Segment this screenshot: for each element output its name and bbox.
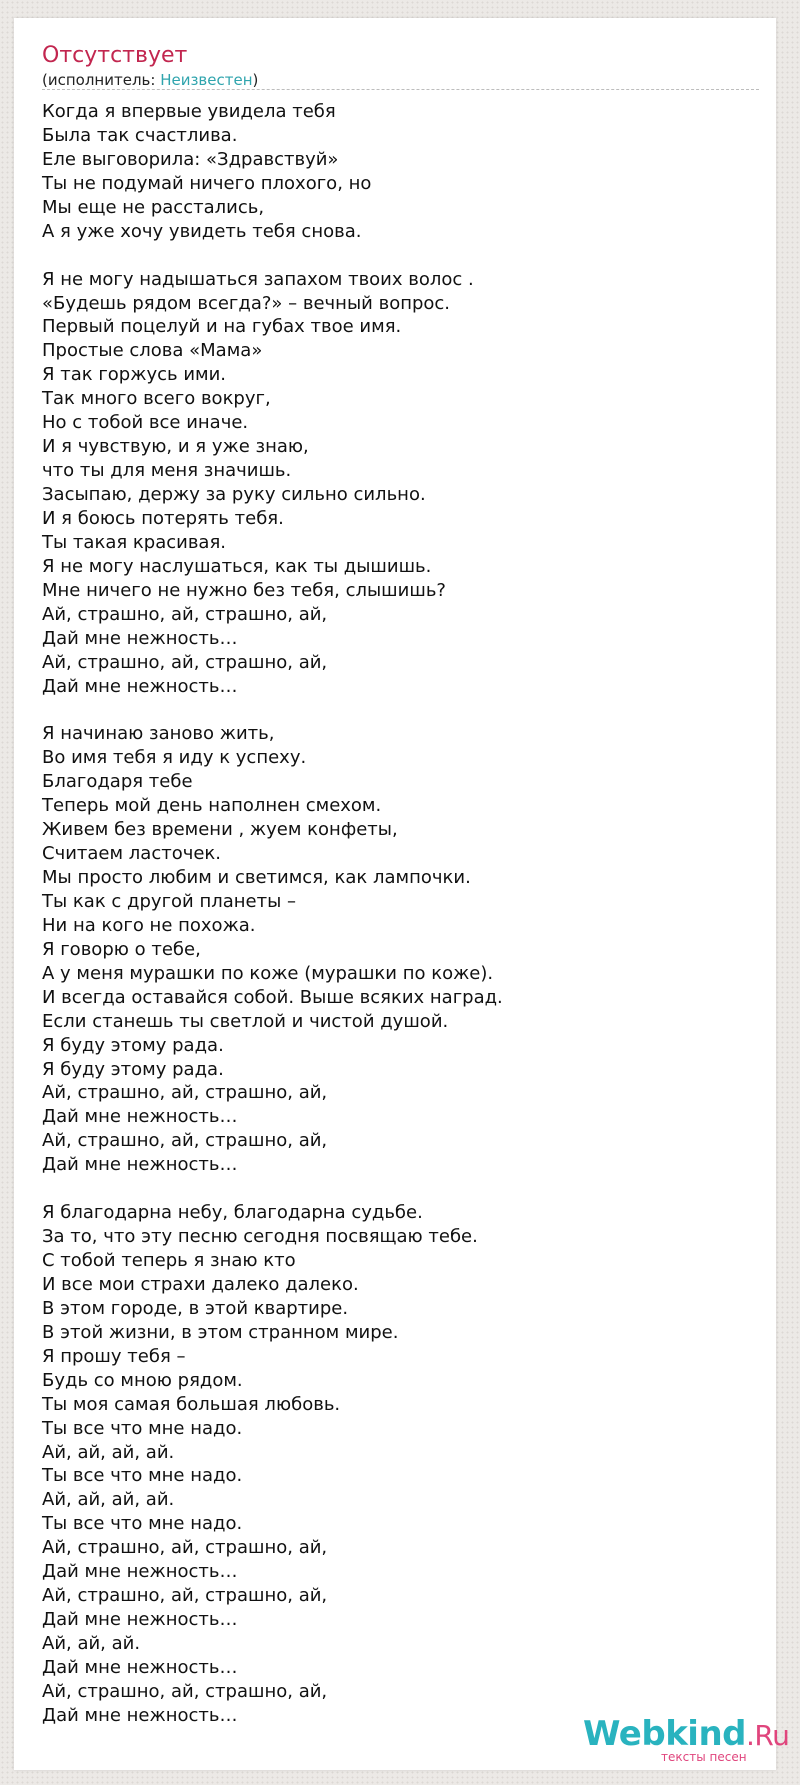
lyric-line: «Будешь рядом всегда?» – вечный вопрос. (42, 292, 451, 314)
lyric-line: Я буду этому рада. (42, 1034, 224, 1056)
lyric-line: Простые слова «Мама» (42, 340, 263, 362)
lyric-line: Но с тобой все иначе. (42, 412, 249, 434)
artist-line (42, 70, 258, 90)
lyric-line: Ай, страшно, ай, страшно, ай, (42, 1680, 328, 1702)
lyric-line: Ты моя самая большая любовь. (42, 1393, 341, 1415)
lyric-line: Ты все что мне надо. (42, 1513, 243, 1535)
lyric-line: Я начинаю заново жить, (42, 723, 275, 745)
logo-tagline: тексты песен (661, 1750, 747, 1764)
lyric-line: Мне ничего не нужно без тебя, слышишь? (42, 579, 446, 601)
lyric-line: Теперь мой день наполнен смехом. (42, 795, 382, 817)
lyrics-text (42, 100, 742, 1728)
lyric-line: Дай мне нежность… (42, 675, 238, 697)
lyric-line: Ай, страшно, ай, страшно, ай, (42, 603, 328, 625)
lyric-line: Дай мне нежность… (42, 1561, 238, 1583)
lyric-line: И я боюсь потерять тебя. (42, 507, 284, 529)
lyric-line: Я не могу наслушаться, как ты дышишь. (42, 555, 432, 577)
lyric-line: Я так горжусь ими. (42, 364, 227, 386)
lyric-line: Благодаря тебе (42, 771, 193, 793)
lyric-line: Дай мне нежность… (42, 1656, 238, 1678)
lyric-line: С тобой теперь я знаю кто (42, 1250, 296, 1271)
lyric-line: Ай, страшно, ай, страшно, ай, (42, 1130, 328, 1152)
lyric-line: Дай мне нежность… (42, 1609, 238, 1631)
lyric-line: Дай мне нежность… (42, 1106, 238, 1128)
lyric-line: Когда я впервые увидела тебя (42, 101, 336, 122)
lyric-line: Мы просто любим и светимся, как лампочки. (42, 867, 471, 888)
lyric-line: Так много всего вокруг, (42, 388, 271, 410)
lyric-line: Дай мне нежность… (42, 627, 238, 649)
lyric-line: Ты не подумай ничего плохого, но (42, 172, 372, 194)
lyric-line: Я прошу тебя – (42, 1345, 186, 1367)
artist-suffix: ) (252, 71, 259, 89)
lyric-line: Мы еще не расстались, (42, 196, 265, 218)
lyric-line: Ай, ай, ай. (42, 1633, 141, 1654)
lyric-line: Ни на кого не похожа. (42, 914, 256, 936)
lyric-line: Была так счастлива. (42, 124, 238, 146)
lyric-line: Я говорю о тебе, (42, 938, 201, 960)
lyric-line: Первый поцелуй и на губах твое имя. (42, 316, 402, 338)
lyric-line: Дай мне нежность… (42, 1154, 238, 1176)
lyric-line: И все мои страхи далеко далеко. (42, 1273, 359, 1295)
artist-prefix: (исполнитель: (42, 71, 161, 89)
lyric-line: Ай, ай, ай, ай. (42, 1441, 175, 1463)
lyric-line: Ты все что мне надо. (42, 1417, 243, 1439)
stanza-break (42, 698, 742, 722)
lyric-line: Ты как с другой планеты – (42, 890, 297, 912)
lyric-line: Я благодарна небу, благодарна судьбе. (42, 1202, 423, 1224)
lyric-line: В этой жизни, в этом странном мире. (42, 1321, 399, 1343)
lyric-line: За то, что эту песню сегодня посвящаю тебе. (42, 1226, 478, 1248)
lyric-line: Ай, страшно, ай, страшно, ай, (42, 651, 328, 673)
song-title: Отсутствует (42, 43, 188, 68)
lyric-line: И я чувствую, и я уже знаю, (42, 436, 309, 458)
lyric-line: Ты такая красивая. (42, 531, 227, 553)
webkind-logo[interactable] (583, 1714, 790, 1764)
lyric-line: что ты для меня значишь. (42, 460, 292, 482)
lyric-line: Ай, страшно, ай, страшно, ай, (42, 1585, 328, 1607)
lyric-line: Живем без времени , жуем конфеты, (42, 819, 398, 841)
lyric-line: Ай, ай, ай, ай. (42, 1489, 175, 1511)
lyric-line: Ай, страшно, ай, страшно, ай, (42, 1537, 328, 1559)
lyric-line: Я буду этому рада. (42, 1058, 224, 1080)
stanza-break (42, 1177, 742, 1201)
lyric-line: Будь со мною рядом. (42, 1369, 243, 1391)
lyric-line: Считаем ласточек. (42, 843, 222, 865)
lyric-line: Во имя тебя я иду к успеху. (42, 747, 307, 769)
lyric-line: Засыпаю, держу за руку сильно сильно. (42, 484, 426, 505)
lyric-line: Ай, страшно, ай, страшно, ай, (42, 1082, 328, 1104)
artist-link[interactable]: Неизвестен (160, 71, 253, 89)
title-divider (42, 89, 759, 90)
stanza-break (42, 244, 742, 268)
lyric-line: Ты все что мне надо. (42, 1465, 243, 1487)
logo-domain-text: .Ru (746, 1719, 790, 1752)
lyric-line: И всегда оставайся собой. Выше всяких наград. (42, 986, 503, 1008)
logo-wordmark (583, 1716, 789, 1754)
logo-main-text: Webkind (583, 1714, 746, 1754)
lyric-line: Дай мне нежность… (42, 1704, 238, 1726)
lyric-line: В этом городе, в этой квартире. (42, 1297, 349, 1319)
lyric-line: Еле выговорила: «Здравствуй» (42, 148, 339, 170)
lyric-line: А у меня мурашки по коже (мурашки по коже). (42, 962, 494, 984)
lyric-line: Если станешь ты светлой и чистой душой. (42, 1010, 449, 1032)
lyric-line: Я не могу надышаться запахом твоих волос . (42, 268, 474, 290)
lyric-line: А я уже хочу увидеть тебя снова. (42, 220, 362, 242)
